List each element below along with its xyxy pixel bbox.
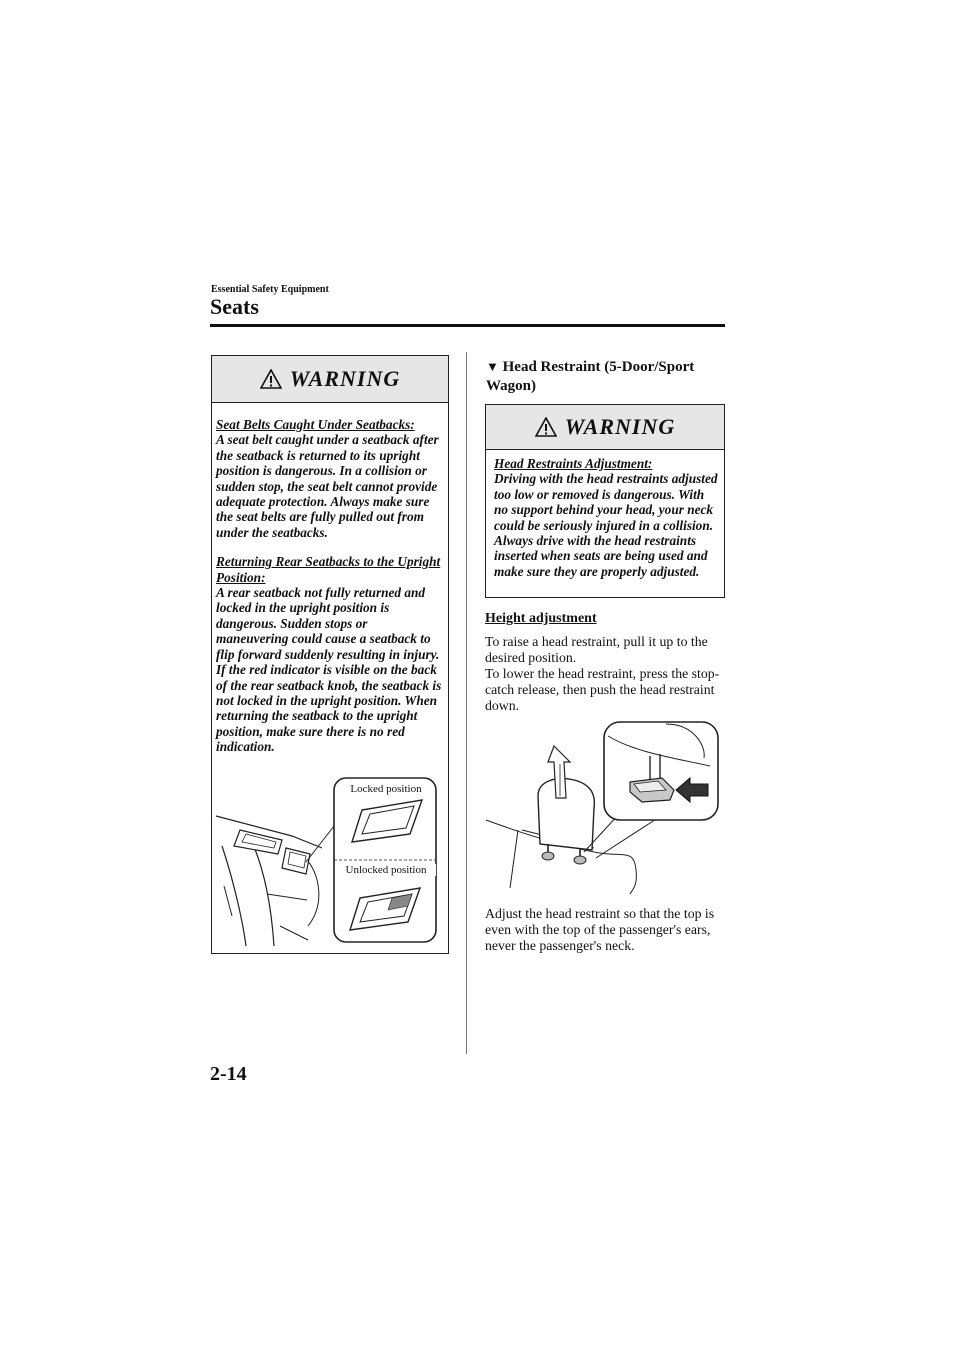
warning-triangle-icon	[535, 417, 557, 437]
head-restraint-illustration	[484, 718, 724, 896]
head-restraint-figure	[484, 718, 724, 896]
seatback-knob-figure	[212, 776, 448, 953]
warning-header	[486, 405, 724, 450]
warning-item-heading: Seat Belts Caught Under Seatbacks:	[216, 417, 415, 432]
unlocked-position-label: Unlocked position	[336, 864, 436, 876]
warning-header	[212, 356, 448, 403]
paragraph: To lower the head restraint, press the stop-catch release, then push the head restraint down.	[485, 666, 720, 713]
warning-item	[216, 417, 443, 540]
left-warning-box	[211, 355, 449, 954]
title-rule	[210, 324, 725, 327]
breadcrumb: Essential Safety Equipment	[211, 284, 329, 295]
height-adjustment-heading: Height adjustment	[485, 611, 597, 626]
warning-item-heading: Head Restraints Adjustment:	[494, 456, 653, 471]
paragraph: To raise a head restraint, pull it up to the desired position.	[485, 634, 708, 665]
right-warning-text	[486, 450, 724, 579]
column-divider	[466, 352, 467, 1054]
warning-item-heading: Returning Rear Seatbacks to the Upright Position:	[216, 554, 441, 585]
section-heading	[486, 357, 726, 396]
warning-item	[216, 554, 443, 754]
warning-triangle-icon	[260, 369, 282, 389]
warning-label: WARNING	[564, 414, 676, 439]
adjustment-instructions	[485, 634, 727, 714]
warning-item-text: Driving with the head restraints adjusted too low or removed is dangerous. With no support behind your head, your neck could be seriously injured in a collision. Always drive with the head restraints inserted when seats are being used and make sure they are properly adjusted.	[494, 471, 718, 579]
page-number: 2-14	[210, 1063, 247, 1085]
paragraph: Adjust the head restraint so that the top is even with the top of the passenger's ears, never the passenger's neck.	[485, 906, 715, 953]
page-title: Seats	[210, 294, 259, 319]
locked-position-label: Locked position	[350, 783, 422, 795]
warning-item-text: A seat belt caught under a seatback after the seatback is returned to its upright position is dangerous. In a collision or sudden stop, the seat belt cannot provide adequate protection. Always make sure the seat belts are fully pulled out from under the seatbacks.	[216, 432, 439, 540]
left-warning-text	[212, 403, 448, 755]
warning-label: WARNING	[289, 366, 401, 391]
section-marker-icon: ▼	[486, 359, 499, 374]
section-title: Head Restraint (5-Door/Sport Wagon)	[486, 359, 695, 394]
right-warning-box	[485, 404, 725, 598]
restraint-position-note	[485, 906, 727, 954]
warning-item-text: A rear seatback not fully returned and locked in the upright position is dangerous. Sudden stops or maneuvering could cause a seatback to flip forward suddenly resulting in injury. If the red indicator is visible on the back of the rear seatback knob, the seatback is not locked in the upright position. When returning the seatback to the upright position, make sure there is no red indication.	[216, 585, 442, 755]
